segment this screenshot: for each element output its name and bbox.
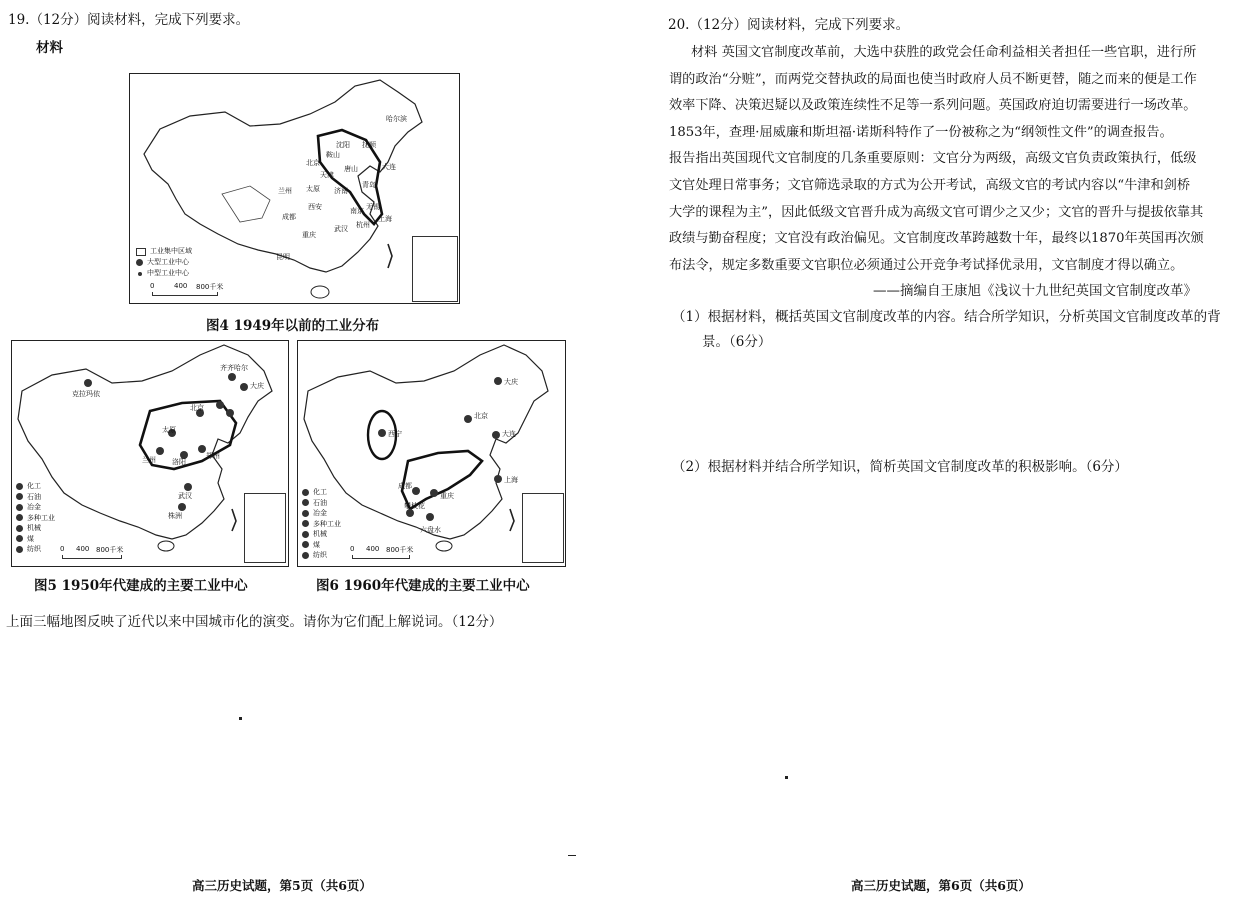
medium-center-swatch [138,272,142,276]
legend-swatch [302,531,309,538]
legend-item: 化工 [313,488,327,496]
fig4-caption: 图4 1949年以前的工业分布 [206,318,380,334]
material-label: 材料 [36,40,63,56]
material-line: 布法令，规定多数重要文官职位必须通过公开竞争考试择优录用，文官制度才得以确立。 [669,257,1184,273]
legend-swatch [16,535,23,542]
city-label: 杭州 [356,221,370,229]
city-label: 齐齐哈尔 [220,364,248,372]
city-label: 武汉 [178,492,192,500]
city-label: 南京 [350,207,364,215]
legend-item: 工业集中区域 [150,247,192,255]
city-label: 大庆 [504,378,518,386]
legend-swatch [302,541,309,548]
city-label: 洛阳 [172,458,186,466]
city-label: 兰州 [278,187,292,195]
legend-item: 化工 [27,482,41,490]
city-label: 无锡 [366,203,380,211]
legend-swatch [16,546,23,553]
city-label: 北京 [474,412,488,420]
left-page [0,0,616,900]
legend-swatch [16,493,23,500]
scan-speck [239,717,242,720]
city-label: 济南 [334,187,348,195]
legend-swatch [302,552,309,559]
q20-sub1-line2: 景。（6分） [702,334,772,350]
city-label: 抚顺 [362,141,376,149]
legend-item: 机械 [313,530,327,538]
city-label: 天津 [320,171,334,179]
legend-item: 纺织 [27,545,41,553]
scale-label: 0 [150,282,155,290]
material-source: ——摘编自王康旭《浅议十九世纪英国文官制度改革》 [873,283,1197,299]
large-center-swatch [136,259,143,266]
city-label: 西宁 [388,430,402,438]
scale-label: 0 [350,545,355,553]
page-footer: 高三历史试题，第6页（共6页） [851,878,1031,893]
city-label: 太原 [162,426,176,434]
city-label: 青岛 [362,181,376,189]
material-line: 效率下降、决策迟疑以及政策连续性不足等一系列问题。英国政府迫切需要进行一场改革。 [669,98,1197,114]
material-line: 1853年，查理·屈威廉和斯坦福·诺斯科特作了一份被称之为“纲领性文件”的调查报告。 [669,124,1173,140]
legend-item: 多种工业 [313,519,341,528]
city-label: 攀枝花 [404,502,425,510]
fig5-map [11,340,289,567]
legend-item: 大型工业中心 [147,258,189,266]
city-label: 北京 [306,159,320,167]
q19-prompt: 上面三幅地图反映了近代以来中国城市化的演变。请你为它们配上解说词。（12分） [6,614,503,630]
q20-header: 20.（12分）阅读材料，完成下列要求。 [668,17,910,33]
legend-swatch [16,483,23,490]
city-label: 大连 [382,163,396,171]
city-label: 昆明 [276,253,290,261]
legend-item: 纺织 [313,551,327,559]
legend-item: 煤 [27,534,34,543]
city-label: 太原 [306,185,320,193]
material-line: 政绩与勤奋程度；文官没有政治偏见。文官制度改革跨越数十年，最终以1870年英国再次颁 [669,231,1204,247]
fig6-scale-bar [352,555,410,559]
scale-label: 400 [366,545,380,553]
q20-material [669,40,1229,279]
city-label: 沈阳 [336,141,350,149]
right-page [617,0,1233,900]
city-label: 大庆 [250,382,264,390]
city-label: 克拉玛依 [72,390,100,398]
city-label: 哈尔滨 [386,115,407,123]
city-label: 上海 [378,215,392,223]
page-footer: 高三历史试题，第5页（共6页） [192,878,372,893]
city-label: 鞍山 [326,151,340,159]
city-label: 上海 [504,476,518,484]
material-line: 报告指出英国现代文官制度的几条重要原则：文官分为两级，高级文官负责政策执行，低级 [669,151,1197,167]
legend-item: 冶金 [27,503,41,511]
legend-item: 中型工业中心 [147,269,189,277]
scan-speck [568,855,576,856]
material-line: 大学的课程为主”，因此低级文官晋升成为高级文官可谓少之又少；文官的晋升与提拔依靠其 [669,204,1204,220]
city-label: 西安 [308,203,322,211]
legend-item: 冶金 [313,509,327,517]
city-label: 唐山 [344,165,358,173]
south-china-sea-inset [412,236,458,302]
fig4-legend [136,246,192,279]
legend-item: 多种工业 [27,513,55,522]
south-china-sea-inset [522,493,564,563]
legend-item: 石油 [313,498,327,507]
city-label: 株洲 [168,512,182,520]
fig5-caption: 图5 1950年代建成的主要工业中心 [34,578,248,594]
scale-label: 400 [76,545,90,553]
legend-item: 机械 [27,524,41,532]
fig5-scale-bar [62,555,122,559]
legend-swatch [302,510,309,517]
city-label: 六盘水 [420,526,441,534]
legend-swatch [302,489,309,496]
material-line: 文官处理日常事务；文官筛选录取的方式为公开考试，高级文官的考试内容以“牛津和剑桥 [669,177,1191,193]
fig6-legend [302,487,341,561]
fig5-legend [16,481,55,555]
q20-sub2: （2）根据材料并结合所学知识，简析英国文官制度改革的积极影响。（6分） [672,459,1128,475]
fig4-scale-bar [152,292,218,296]
scale-label: 800千米 [96,546,124,554]
fig6-map [297,340,566,567]
material-line: 材料 英国文官制度改革前，大选中获胜的政党会任命利益相关者担任一些官职，进行所 [691,45,1197,60]
city-label: 重庆 [302,231,316,239]
scale-label: 800千米 [386,546,414,554]
scale-label: 400 [174,282,188,290]
city-label: 兰州 [142,456,156,464]
scan-speck [785,776,788,779]
city-label: 北京 [190,404,204,412]
legend-swatch [16,525,23,532]
legend-swatch [302,499,309,506]
city-label: 成都 [282,213,296,221]
legend-swatch [16,504,23,511]
fig6-caption: 图6 1960年代建成的主要工业中心 [316,578,530,594]
south-china-sea-inset [244,493,286,563]
scale-label: 800千米 [196,283,224,291]
fig4-map [129,73,460,304]
city-label: 重庆 [440,492,454,500]
material-line: 谓的政治“分赃”，而两党交替执政的局面也使当时政府人员不断更替，随之而来的便是工作 [669,71,1197,87]
legend-swatch [16,514,23,521]
city-label: 大连 [502,430,516,438]
region-swatch [136,248,146,256]
city-label: 武汉 [334,225,348,233]
q19-header: 19.（12分）阅读材料，完成下列要求。 [8,12,250,28]
scale-label: 0 [60,545,65,553]
legend-item: 石油 [27,492,41,501]
city-label: 成都 [398,482,412,490]
legend-item: 煤 [313,540,320,549]
legend-swatch [302,520,309,527]
city-label: 郑州 [206,452,220,460]
q20-sub1-line1: （1）根据材料，概括英国文官制度改革的内容。结合所学知识，分析英国文官制度改革的背 [672,309,1221,325]
